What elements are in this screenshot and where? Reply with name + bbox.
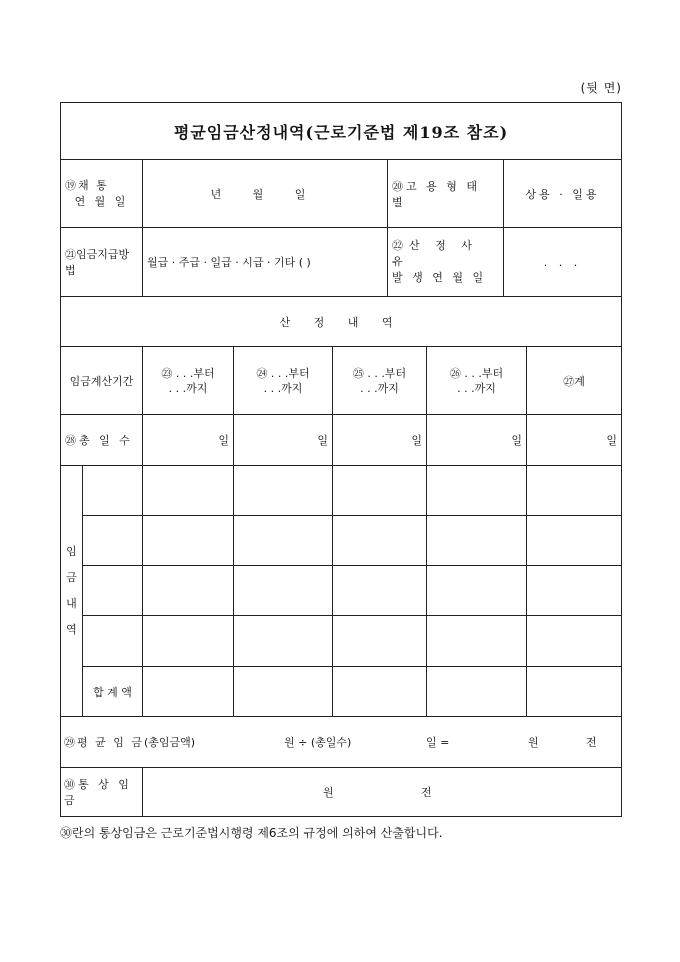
hire-date-label-line2: 연 월 일 xyxy=(74,194,129,208)
period-col-4-from: ㉖ . . .부터 xyxy=(449,366,504,380)
wage-row xyxy=(61,616,622,667)
average-wage-form xyxy=(60,102,622,817)
period-col-1[interactable] xyxy=(143,347,234,415)
wage-detail-char-3: 내 xyxy=(66,597,77,610)
wage-cell[interactable] xyxy=(143,566,234,616)
ordinary-wage-row xyxy=(61,768,622,817)
footnote: ㉚란의 통상임금은 근로기준법시행령 제6조의 규정에 의하여 산출합니다. xyxy=(60,826,443,840)
wage-cell[interactable] xyxy=(527,516,622,566)
wage-cell[interactable] xyxy=(427,566,527,616)
average-wage-formula-total: (총임금액) xyxy=(144,736,196,749)
days-cell-total[interactable]: 일 xyxy=(527,415,622,466)
wage-subtotal-label: 합 계 액 xyxy=(83,667,143,717)
period-col-3-to: . . .까지 xyxy=(360,381,399,395)
wage-detail-label xyxy=(61,466,83,717)
wage-cell[interactable] xyxy=(427,466,527,516)
employment-type-value[interactable]: 상용 · 일용 xyxy=(504,160,622,228)
section-title: 산 정 내 역 xyxy=(61,297,622,347)
wage-subtotal-cell[interactable] xyxy=(143,667,234,717)
wage-cell[interactable] xyxy=(234,616,333,667)
wage-subtotal-cell[interactable] xyxy=(427,667,527,717)
wage-item-name[interactable] xyxy=(83,566,143,616)
wage-subtotal-cell[interactable] xyxy=(234,667,333,717)
reason-date-value[interactable]: . . . xyxy=(504,228,622,297)
days-cell-2[interactable]: 일 xyxy=(234,415,333,466)
wage-cell[interactable] xyxy=(143,516,234,566)
wage-cell[interactable] xyxy=(427,616,527,667)
title-row xyxy=(61,103,622,160)
wage-item-name[interactable] xyxy=(83,616,143,667)
wage-cell[interactable] xyxy=(333,616,427,667)
period-col-1-to: . . .까지 xyxy=(168,381,208,395)
wage-cell[interactable] xyxy=(333,566,427,616)
period-col-2-to: . . .까지 xyxy=(263,381,303,395)
average-wage-label: ㉙평 균 임 금 xyxy=(64,736,144,749)
wage-item-name[interactable] xyxy=(83,516,143,566)
wage-cell[interactable] xyxy=(234,566,333,616)
wage-cell[interactable] xyxy=(143,466,234,516)
wage-detail-char-2: 금 xyxy=(66,571,77,584)
period-col-4[interactable] xyxy=(427,347,527,415)
period-label: 임금계산기간 xyxy=(61,347,143,415)
employment-type-label: ⑳고 용 형 태 별 xyxy=(388,160,504,228)
period-col-3-from: ㉕ . . .부터 xyxy=(352,366,407,380)
wage-cell[interactable] xyxy=(234,516,333,566)
wage-detail-char-1: 임 xyxy=(66,545,77,558)
hire-row xyxy=(61,160,622,228)
reason-date-label-line2: 발 생 연 월 일 xyxy=(392,271,487,284)
section-row xyxy=(61,297,622,347)
ordinary-wage-jeon: 전 xyxy=(421,786,432,799)
days-cell-1[interactable]: 일 xyxy=(143,415,234,466)
days-cell-3[interactable]: 일 xyxy=(333,415,427,466)
wage-row xyxy=(61,466,622,516)
total-days-label: ㉘총 일 수 xyxy=(61,415,143,466)
hire-date-value[interactable]: 년 월 일 xyxy=(143,160,388,228)
wage-cell[interactable] xyxy=(333,466,427,516)
hire-date-label xyxy=(61,160,143,228)
average-wage-row xyxy=(61,717,622,768)
wage-subtotal-cell[interactable] xyxy=(333,667,427,717)
period-row xyxy=(61,347,622,415)
ordinary-wage-won: 원 xyxy=(323,786,334,799)
average-wage-won: 원 xyxy=(528,736,539,749)
wage-cell[interactable] xyxy=(333,516,427,566)
days-cell-4[interactable]: 일 xyxy=(427,415,527,466)
days-row xyxy=(61,415,622,466)
period-col-2[interactable] xyxy=(234,347,333,415)
hire-date-label-line1: ⑲채 통 xyxy=(65,178,109,192)
wage-cell[interactable] xyxy=(143,616,234,667)
period-col-4-to: . . .까지 xyxy=(457,381,496,395)
period-col-3[interactable] xyxy=(333,347,427,415)
period-col-1-from: ㉓ . . .부터 xyxy=(161,366,215,380)
average-wage-jeon: 전 xyxy=(586,736,597,749)
wage-row xyxy=(61,566,622,616)
average-wage-cell[interactable] xyxy=(61,717,622,768)
wage-cell[interactable] xyxy=(427,516,527,566)
period-col-2-from: ㉔ . . .부터 xyxy=(256,366,310,380)
wage-row xyxy=(61,516,622,566)
pay-method-label: ㉑임금지급방법 xyxy=(61,228,143,297)
wage-subtotal-cell[interactable] xyxy=(527,667,622,717)
pay-method-value[interactable]: 월급 · 주급 · 일급 · 시급 · 기타 ( ) xyxy=(143,228,388,297)
wage-cell[interactable] xyxy=(234,466,333,516)
ordinary-wage-label: ㉚통 상 임 금 xyxy=(61,768,143,817)
period-total-label: ㉗계 xyxy=(527,347,622,415)
average-wage-formula-equals: 일 = xyxy=(426,736,450,749)
form-title: 평균임금산정내역(근로기준법 제19조 참조) xyxy=(61,103,622,160)
wage-cell[interactable] xyxy=(527,616,622,667)
ordinary-wage-value[interactable] xyxy=(143,768,622,817)
average-wage-formula-days: 원 ÷ (총일수) xyxy=(284,736,352,749)
reason-date-label xyxy=(388,228,504,297)
wage-cell[interactable] xyxy=(527,566,622,616)
reason-date-label-line1: ㉒산 정 사 유 xyxy=(392,239,478,268)
wage-item-name[interactable] xyxy=(83,466,143,516)
wage-detail-char-4: 역 xyxy=(66,623,77,636)
page-side-label: (뒷 면) xyxy=(580,81,622,95)
payment-row xyxy=(61,228,622,297)
wage-subtotal-row xyxy=(61,667,622,717)
wage-cell[interactable] xyxy=(527,466,622,516)
